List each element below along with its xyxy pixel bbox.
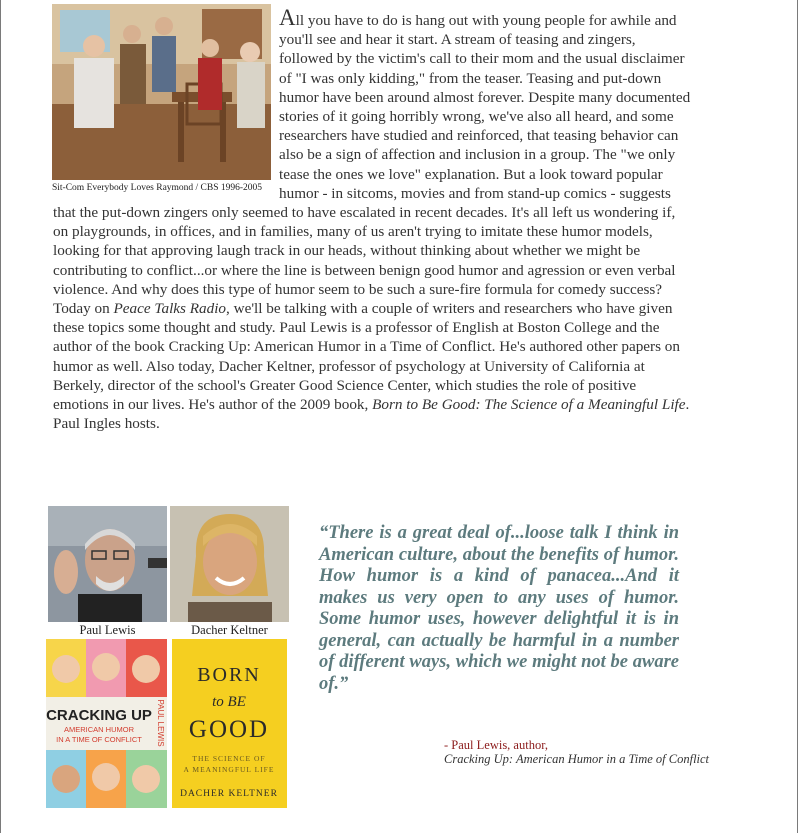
cracking-up-book-cover: [46, 639, 167, 808]
photo-caption: Sit-Com Everybody Loves Raymond / CBS 1996-2005: [52, 183, 263, 193]
page-border-right: [797, 0, 798, 833]
cracking-up-title: CRACKING UP: [46, 707, 152, 724]
cracking-up-subtitle-1: AMERICAN HUMOR: [63, 725, 135, 734]
lead-figure: [52, 4, 274, 194]
guest-gallery: [46, 506, 290, 808]
born-to-be-good-book-cover: [172, 639, 287, 808]
portrait-photo: [48, 506, 167, 622]
born-title-line1: BORN: [197, 664, 261, 686]
paul-lewis-photo: [48, 506, 167, 622]
attribution-name: - Paul Lewis, author,: [444, 738, 548, 752]
cracking-up-subtitle-2: IN A TIME OF CONFLICT: [56, 735, 142, 744]
sitcom-scene: [52, 4, 271, 180]
born-title-line2: to BE: [212, 694, 246, 710]
portrait-photo: [170, 506, 289, 622]
page-border-left: [0, 0, 1, 833]
born-subtitle-2: A MEANINGFUL LIFE: [183, 765, 275, 774]
attribution-work: Cracking Up: American Humor in a Time of Conflict: [444, 752, 710, 766]
program-text-3: . Paul Ingles hosts.: [53, 396, 690, 433]
dacher-keltner-name: Dacher Keltner: [191, 623, 268, 637]
sitcom-photo: [52, 4, 271, 180]
born-author: DACHER KELTNER: [180, 789, 278, 799]
program-text-1: Today on: [53, 300, 114, 318]
book-title: Born to Be Good: The Science of a Meaningful Life: [372, 396, 686, 414]
quote-attribution: [444, 738, 709, 766]
program-text-2: , we'll be talking with a couple of writers and researchers who have given these topics some thought and study. Paul Lewis is a professor of English at Boston College and the author of the book Cracking Up: American Humor in a Time of Conflict. He's authored other papers on humor as well. Also today, Dacher Keltner, professor of psychology at University of California at Berkely, director of the school's Greater Good Science Center, which studies the role of positive emotions in our lives. He's author of the 2009 book,: [53, 300, 680, 414]
intro-paragraph-text: ll you have to do is hang out with young people for awhile and you'll see and hear it start. A stream of teasing and zingers, followed by the victim's call to their mom and the usual disclaimer of "I was only kidding," from the teaser. Teasing and put-down humor have been around almost forever. Despite many documented stories of it going horribly wrong, we've also all heard, and some researchers have studied and reinforced, that teasing behavior can also be a sign of affection and inclusion in a group. The "we only tease the ones we love" explanation. But a look toward popular humor - in sitcoms, movies and from stand-up comics - suggests that the put-down zingers only seemed to have escalated in recent decades. It's all left us wondering if, on playgrounds, in offices, and in families, many of us aren't trying to imitate these humor models, looking for that approving laugh track in our heads, without thinking about whether we might be contributing to conflict...or where the line is between benign good humor and agression or even verbal violence. And why does this type of humor seem to be such a sure-fire formula for comedy success?: [53, 12, 691, 298]
book-cover: [46, 639, 167, 808]
book-cover: [172, 639, 287, 808]
paul-lewis-name: Paul Lewis: [79, 623, 136, 637]
article: [52, 5, 693, 433]
born-title-line3: GOOD: [188, 716, 270, 743]
show-name: Peace Talks Radio: [113, 300, 227, 318]
born-subtitle-1: THE SCIENCE OF: [192, 754, 266, 763]
cracking-up-author: PAUL LEWIS: [156, 699, 165, 747]
pull-quote: “There is a great deal of...loose talk I think in American culture, about the benefits of humor. How humor is a kind of panacea...And it makes us very open to any uses of humor. Some humor uses, however delightful it is in general, can actually be harmful in a number of different ways, which we might not be aware of.”: [319, 523, 679, 694]
drop-cap: A: [279, 5, 296, 30]
program-paragraph: [53, 299, 693, 433]
dacher-keltner-photo: [170, 506, 289, 622]
